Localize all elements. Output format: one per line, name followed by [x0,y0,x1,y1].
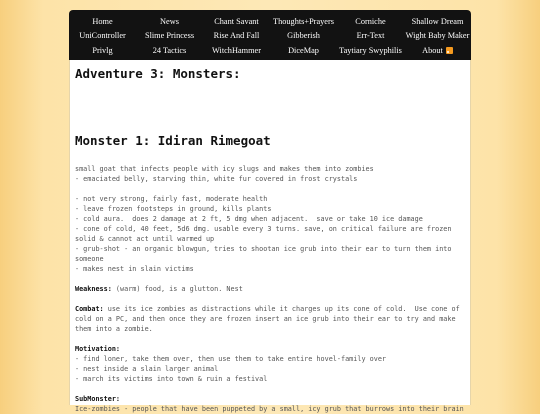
nav-link-witchhammer[interactable]: WitchHammer [212,45,261,55]
trait-line: - cone of cold, 40 feet, 5d6 dmg. usable every 3 turns. save, on critical failure are frozen solid & cannot act until warmed up [75,225,456,243]
motivation-line: - march its victims into town & ruin a festival [75,375,268,383]
submonster-text: Ice-zombies - people that have been puppeted by a small, icy grub that burrows into their brain [75,405,464,413]
nav-link-news[interactable]: News [160,16,179,26]
nav-link-err-text[interactable]: Err-Text [356,31,385,41]
nav-link-home[interactable]: Home [92,16,113,26]
submonster-label: SubMonster: [75,395,121,403]
trait-line: - makes nest in slain victims [75,265,194,273]
nav-row [69,43,471,58]
nav-link-thoughts-prayers[interactable]: Thoughts+Prayers [273,16,334,26]
nav-row [69,29,471,44]
nav-link-unicontroller[interactable]: UniController [79,31,126,41]
intro-line: small goat that infects people with icy slugs and makes them into zombies [75,165,374,173]
nav-link-wight-baby-maker[interactable]: Wight Baby Maker [405,31,470,41]
main-content [69,60,471,413]
motivation-label: Motivation: [75,345,121,353]
trait-line: - leave frozen footsteps in ground, kills plants [75,205,272,213]
nav-link-chant-savant[interactable]: Chant Savant [214,16,259,26]
page-frame [69,10,471,413]
weakness-text: (warm) food, is a glutton. Nest [111,285,243,293]
trait-line: - cold aura. does 2 damage at 2 ft, 5 dmg when adjacent. save or take 10 ice damage [75,215,423,223]
weakness-label: Weakness: [75,285,112,293]
nav-link-shallow-dream[interactable]: Shallow Dream [411,16,464,26]
nav-link-24-tactics[interactable]: 24 Tactics [152,45,187,55]
monster-heading: Monster 1: Idiran Rimegoat [75,133,271,148]
nav-link-privlg[interactable]: Privlg [92,45,113,55]
nav-link-dicemap[interactable]: DiceMap [288,45,319,55]
combat-text: use its ice zombies as distractions while it charges up its cone of cold. Use cone of cold on a PC, and then once they are frozen insert an ice grub into their ear to try and make them into a zombie. [75,305,464,333]
nav-row [69,14,471,29]
page-title: Adventure 3: Monsters: [75,66,241,81]
top-navigation [69,10,471,60]
combat-paragraph [75,304,465,334]
nav-link-about[interactable] [404,46,471,55]
nav-link-corniche[interactable]: Corniche [355,16,386,26]
motivation-line: - find loner, take them over, then use them to take entire hovel-family over [75,355,386,363]
trait-line: - grub-shot - an organic blowgun, tries to shootan ice grub into their ear to turn them into someone [75,245,456,263]
nav-link-about-label: About [422,45,443,55]
nav-link-taytiary-swyphilis[interactable]: Taytiary Swyphilis [339,45,402,55]
weakness-paragraph [75,284,465,294]
nav-link-gibberish[interactable]: Gibberish [287,31,320,41]
combat-label: Combat: [75,305,104,313]
rss-feed-icon[interactable] [446,47,453,54]
nav-link-slime-princess[interactable]: Slime Princess [144,31,195,41]
intro-line: - emaciated belly, starving thin, white fur covered in frost crystals [75,175,358,183]
nav-link-rise-and-fall[interactable]: Rise And Fall [213,31,260,41]
monster-description [75,164,465,414]
motivation-line: - nest inside a slain larger animal [75,365,219,373]
trait-line: - not very strong, fairly fast, moderate health [75,195,268,203]
